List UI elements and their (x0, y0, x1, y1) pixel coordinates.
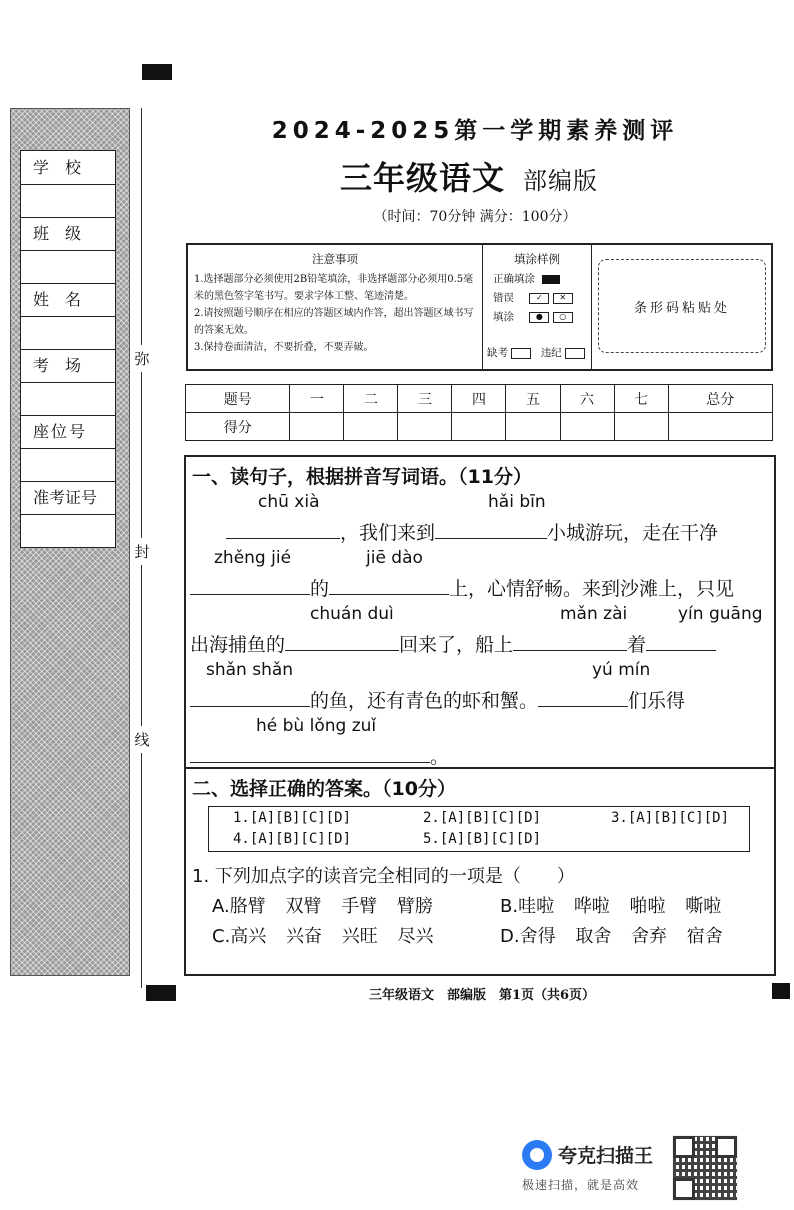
notice-item: 1.选择题部分必须使用2B铅笔填涂，非选择题部分必须用0.5毫米的黑色签字笔书写。要求字体工整、笔迹清楚。 (194, 274, 474, 302)
notice-title: 注意事项 (312, 252, 358, 266)
name-field-label: 姓 名 (21, 283, 115, 317)
answer-blank[interactable] (226, 520, 340, 539)
dot-box-icon: ● (529, 312, 549, 323)
registration-mark-bottom-left (146, 985, 176, 1001)
seal-word-mi: 弥 (134, 345, 150, 372)
score-cell: 总分 (668, 385, 772, 413)
notice-box (186, 243, 773, 371)
qr-corner (673, 1178, 695, 1200)
correct-fill-label: 正确填涂 (493, 273, 535, 285)
score-cell: 四 (452, 385, 506, 413)
pinyin-yin-guang: yín guāng (678, 604, 763, 624)
seal-word-feng: 封 (134, 538, 150, 565)
subject-title (340, 153, 598, 199)
exam-title: 2024-2025第一学期素养测评 (271, 118, 679, 144)
notice-item: 2.请按照题号顺序在相应的答题区域内作答，超出答题区域书写的答案无效。 (194, 308, 474, 336)
section2-title: 二、选择正确的答案。（10分） (192, 778, 456, 800)
filled-box-icon (542, 275, 560, 284)
score-input-cell[interactable] (506, 413, 560, 441)
pinyin-he-bu-long-zui: hé bù lǒng zuǐ (256, 716, 377, 736)
barcode-column (592, 245, 771, 369)
pinyin-man-zai: mǎn zài (560, 604, 628, 624)
subject-name: 三年级语文 (340, 159, 506, 197)
option-a: A.胳臂 双臂 手臂 臂膀 (212, 896, 433, 917)
answer-option-q4[interactable]: 4.[A][B][C][D] (233, 831, 352, 847)
answer-blank[interactable] (538, 688, 628, 707)
class-field-blank[interactable] (21, 250, 115, 284)
ticket-field-label: 准考证号 (21, 481, 115, 515)
score-cell: 三 (398, 385, 452, 413)
fill-label: 填涂 (493, 311, 514, 323)
score-input-cell[interactable] (668, 413, 772, 441)
section-divider (184, 767, 774, 769)
score-input-cell[interactable] (560, 413, 614, 441)
score-cell: 一 (290, 385, 344, 413)
absent-label: 缺考 (487, 347, 508, 359)
wrong-label: 错误 (493, 292, 514, 304)
score-cell: 六 (560, 385, 614, 413)
score-cell: 题号 (186, 385, 290, 413)
pinyin-shan-shan: shǎn shǎn (206, 660, 294, 680)
time-score-info: （时间：70分钟 满分：100分） (373, 209, 577, 225)
seat-field-blank[interactable] (21, 448, 115, 482)
score-cell: 二 (344, 385, 398, 413)
school-field-blank[interactable] (21, 184, 115, 218)
qr-code-icon (672, 1135, 738, 1201)
score-table (185, 384, 773, 441)
answer-option-q3[interactable]: 3.[A][B][C][D] (611, 810, 730, 826)
sentence-line-4: 的鱼，还有青色的虾和蟹。 们乐得 (190, 686, 685, 713)
pinyin-chuan-dui: chuán duì (310, 604, 394, 624)
ticket-field-blank[interactable] (21, 514, 115, 547)
answer-blank[interactable] (329, 576, 449, 595)
score-table-header-row (186, 385, 773, 413)
barcode-area: 条形码粘贴处 (598, 259, 766, 353)
class-field-label: 班 级 (21, 217, 115, 251)
score-cell: 五 (506, 385, 560, 413)
pinyin-hai-bin: hǎi bīn (488, 492, 546, 512)
sentence-line-3: 出海捕鱼的 回来了，船上 着 (190, 630, 716, 657)
circle-box-icon: ○ (553, 312, 573, 323)
scanner-slogan: 极速扫描，就是高效 (522, 1178, 640, 1192)
sentence-line-2: 的 上，心情舒畅。来到沙滩上，只见 (190, 574, 734, 601)
score-input-cell[interactable] (344, 413, 398, 441)
section1-title: 一、读句子，根据拼音写词语。（11分） (192, 466, 532, 488)
seal-word-xian: 线 (134, 726, 150, 753)
score-table-score-row (186, 413, 773, 441)
registration-mark-bottom-right (772, 983, 790, 999)
answer-sheet-box (208, 806, 750, 852)
edition-label: 部编版 (523, 167, 599, 195)
check-box-icon: ✓ (529, 293, 549, 304)
score-input-cell[interactable] (452, 413, 506, 441)
page-footer: 三年级语文 部编版 第1页（共6页） (368, 988, 596, 1003)
pinyin-zheng-jie: zhěng jié (214, 548, 292, 568)
registration-mark-top-left (142, 64, 172, 80)
answer-option-q2[interactable]: 2.[A][B][C][D] (423, 810, 542, 826)
answer-blank[interactable] (190, 744, 430, 763)
student-info-box (20, 150, 116, 548)
notice-item: 3.保持卷面清洁，不要折叠，不要弄破。 (194, 342, 374, 353)
scanner-logo-icon (522, 1140, 552, 1170)
answer-blank[interactable] (285, 632, 399, 651)
absent-checkbox[interactable] (511, 348, 531, 359)
qr-corner (715, 1136, 737, 1158)
score-cell: 七 (614, 385, 668, 413)
score-input-cell[interactable] (614, 413, 668, 441)
answer-blank[interactable] (190, 688, 310, 707)
scanner-app-name: 夸克扫描王 (558, 1145, 654, 1167)
answer-blank[interactable] (190, 576, 310, 595)
answer-option-q5[interactable]: 5.[A][B][C][D] (423, 831, 542, 847)
answer-blank[interactable] (513, 632, 627, 651)
pinyin-yu-min: yú mín (592, 660, 651, 680)
option-b: B.哇啦 哗啦 啪啦 嘶啦 (500, 896, 722, 917)
score-input-cell[interactable] (398, 413, 452, 441)
qr-corner (673, 1136, 695, 1158)
option-d: D.舍得 取舍 舍弃 宿舍 (500, 926, 723, 947)
violation-label: 违纪 (540, 347, 562, 359)
violation-checkbox[interactable] (565, 348, 585, 359)
answer-blank[interactable] (646, 632, 716, 651)
fill-example-column (483, 245, 592, 369)
name-field-blank[interactable] (21, 316, 115, 350)
exam-room-field-label: 考 场 (21, 349, 115, 383)
pinyin-chu-xia: chū xià (258, 492, 320, 512)
sentence-line-5: 。 (190, 742, 449, 769)
exam-room-field-blank[interactable] (21, 382, 115, 416)
pinyin-jie-dao: jiē dào (366, 548, 423, 568)
cross-box-icon: ✕ (553, 293, 573, 304)
answer-option-q1[interactable]: 1.[A][B][C][D] (233, 810, 352, 826)
score-row-label: 得分 (186, 413, 290, 441)
fill-example-title: 填涂样例 (514, 252, 560, 266)
score-input-cell[interactable] (290, 413, 344, 441)
question-1: 1. 下列加点字的读音完全相同的一项是（ ） (192, 866, 575, 887)
answer-blank[interactable] (435, 520, 547, 539)
option-c: C.高兴 兴奋 兴旺 尽兴 (212, 926, 434, 947)
sentence-line-1: ，我们来到 小城游玩，走在干净 (226, 518, 718, 545)
seat-field-label: 座位号 (21, 415, 115, 449)
notice-column (188, 245, 483, 369)
school-field-label: 学 校 (21, 151, 115, 185)
